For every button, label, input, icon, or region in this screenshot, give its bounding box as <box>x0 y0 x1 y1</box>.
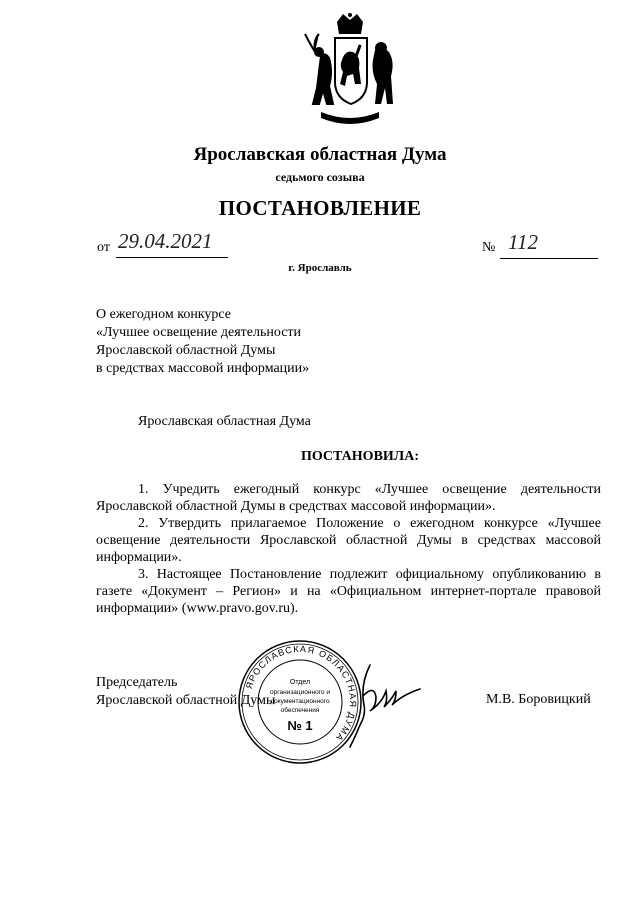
stamp-ring-text: ЯРОСЛАВСКАЯ ОБЛАСТНАЯ ДУМА <box>243 643 359 744</box>
chair-title-line: Председатель <box>96 675 178 690</box>
date-value: 29.04.2021 <box>118 229 213 253</box>
subject-block <box>96 306 309 378</box>
resolved-heading: ПОСТАНОВИЛА: <box>300 449 420 464</box>
resolution-items <box>96 481 601 617</box>
subject-line: Ярославской областной Думы <box>96 343 276 358</box>
stamp-line: обеспечения <box>280 707 320 714</box>
subject-line: в средствах массовой информации» <box>96 361 310 376</box>
number-underline <box>500 258 598 259</box>
stamp-line: организационного и <box>270 689 330 696</box>
resolution-item: 1. Учредить ежегодный конкурс «Лучшее освещение деятельности Ярославской областной Думы в средствах массовой информации». <box>96 482 601 514</box>
resolution-item: 3. Настоящее Постановление подлежит официальному опубликованию в газете «Документ – Регион» и на «Официальном интернет-портале правовой информации» (www.pravo.gov.ru). <box>96 567 601 616</box>
stamp-line: документационного <box>270 698 330 705</box>
subject-line: «Лучшее освещение деятельности <box>96 325 302 340</box>
number-label: № <box>482 240 496 255</box>
chair-title-line: Ярославской областной Думы <box>96 693 276 708</box>
stamp-line: Отдел <box>289 679 311 686</box>
stamp-number: № 1 <box>287 718 313 733</box>
subject-line: О ежегодном конкурсе <box>96 307 232 322</box>
document-type: ПОСТАНОВЛЕНИЕ <box>218 196 422 220</box>
city: г. Ярославль <box>288 262 352 274</box>
org-name: Ярославская областная Дума <box>193 144 447 165</box>
date-label: от <box>97 240 110 255</box>
chair-name: М.В. Боровицкий <box>486 692 591 707</box>
resolution-item: 2. Утвердить прилагаемое Положение о ежегодном конкурсе «Лучшее освещение деятельности Ярославской областной Думы в средствах массовой информации». <box>96 516 601 565</box>
coat-of-arms-icon <box>295 12 405 130</box>
number-value: 112 <box>508 230 538 254</box>
date-underline <box>116 257 228 258</box>
handwritten-signature-icon <box>330 655 430 755</box>
intro-text: Ярославская областная Дума <box>138 414 311 429</box>
convocation: седьмого созыва <box>275 170 365 184</box>
